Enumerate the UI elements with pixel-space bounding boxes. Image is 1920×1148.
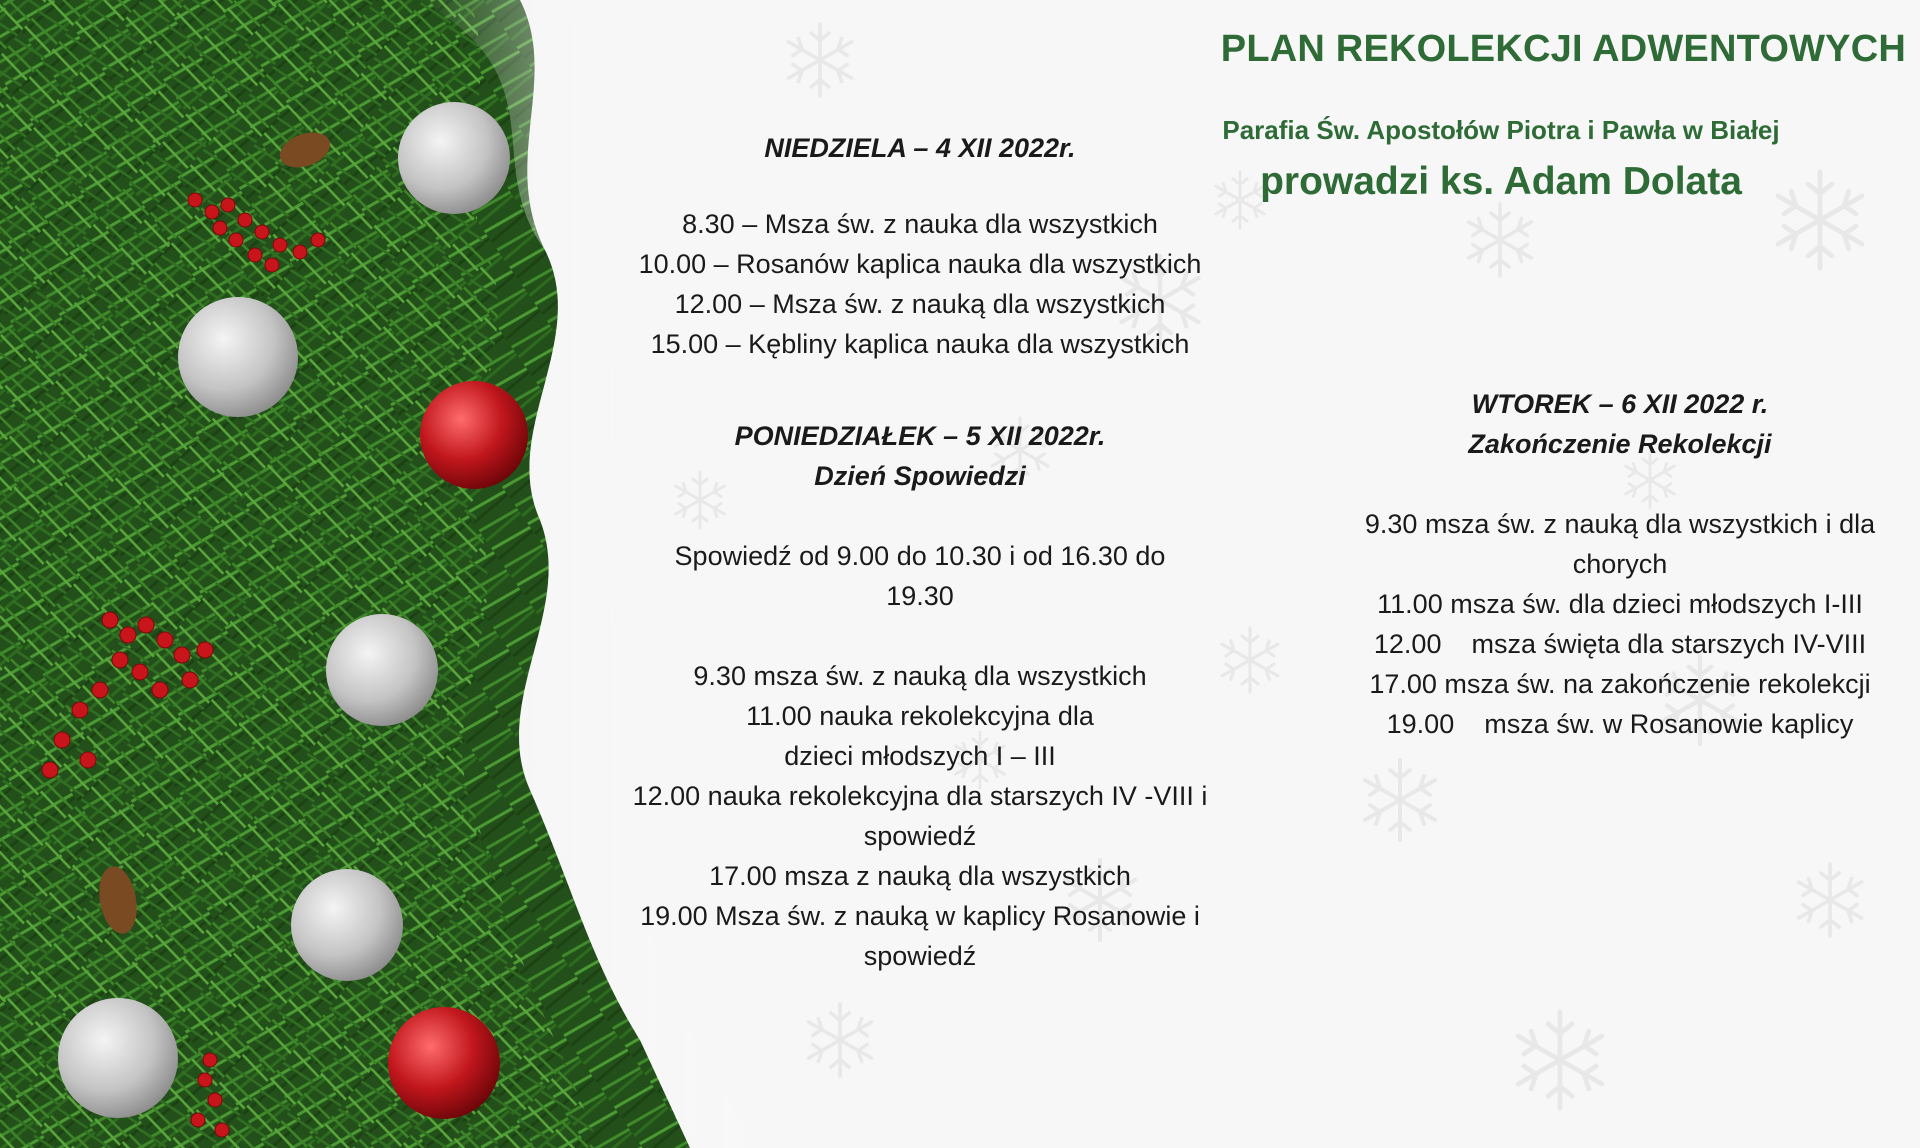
list-item: 11.00 msza św. dla dzieci młodszych I-III <box>1377 589 1863 619</box>
list-item: 12.00 – Msza św. z nauką dla wszystkich <box>674 289 1166 319</box>
list-item: 15.00 – Kębliny kaplica nauka dla wszystkich <box>650 329 1190 359</box>
list-item: 9.30 msza św. z nauką dla wszystkich i dla chorych <box>1364 509 1876 579</box>
monday-subheading: Dzień Spowiedzi <box>814 461 1026 491</box>
tuesday-subheading: Zakończenie Rekolekcji <box>1468 429 1772 459</box>
page-title: PLAN REKOLEKCJI ADWENTOWYCH <box>1220 28 1906 70</box>
list-item: 17.00 msza z nauką dla wszystkich <box>709 861 1131 891</box>
list-item: 8.30 – Msza św. z nauka dla wszystkich <box>682 209 1158 239</box>
sunday-heading: NIEDZIELA – 4 XII 2022r. <box>764 133 1076 163</box>
header <box>1146 28 1906 204</box>
list-item: 19.00 msza św. w Rosanowie kaplicy <box>1386 709 1854 739</box>
list-item: 17.00 msza św. na zakończenie rekolekcji <box>1369 669 1871 699</box>
list-item: 10.00 – Rosanów kaplica nauka dla wszystkich <box>638 249 1202 279</box>
tuesday-heading: WTOREK – 6 XII 2022 r. <box>1471 389 1769 419</box>
list-item: 19.00 Msza św. z nauką w kaplicy Rosanowie i spowiedź <box>640 901 1200 971</box>
retreat-leader: prowadzi ks. Adam Dolata <box>1260 160 1742 203</box>
list-item: 9.30 msza św. z nauką dla wszystkich <box>693 661 1147 691</box>
parish-name: Parafia Św. Apostołów Piotra i Pawła w Białej <box>1222 115 1780 145</box>
list-item: 12.00 nauka rekolekcyjna dla starszych IV -VIII i spowiedź <box>632 781 1208 851</box>
list-item: 12.00 msza święta dla starszych IV-VIII <box>1373 629 1867 659</box>
confession-hours: Spowiedź od 9.00 do 10.30 i od 16.30 do 19.30 <box>674 541 1166 611</box>
schedule-left-column <box>590 128 1250 976</box>
monday-heading: PONIEDZIAŁEK – 5 XII 2022r. <box>734 421 1106 451</box>
list-item: 11.00 nauka rekolekcyjna dla dzieci młodszych I – III <box>746 701 1094 771</box>
schedule-right-column <box>1330 384 1910 744</box>
